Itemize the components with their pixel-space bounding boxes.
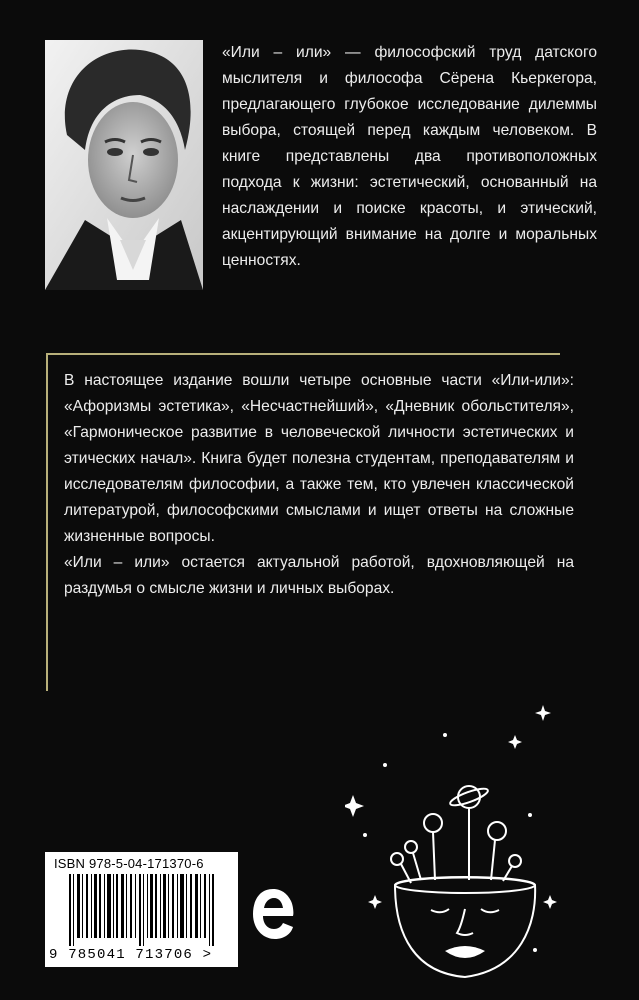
- author-portrait: [45, 40, 203, 290]
- barcode-digits: 9 785041 713706 >: [49, 947, 213, 963]
- barcode-icon: [69, 874, 219, 946]
- head-with-planets-illustration: [345, 695, 565, 985]
- main-paragraph-1: В настоящее издание вошли четыре основные части «Или-или»: «Афоризмы эстетика», «Несчастнейший», «Дневник обольстителя», «Гармоническое развитие в человеческой личности эстетических и этических начал». Книга будет полезна студентам, преподавателям и исследователям философии, а также тем, кто увлечен классической литературой, философскими смыслами и ищет ответы на сложные жизненные вопросы.: [64, 372, 574, 545]
- main-text-block: [64, 368, 574, 602]
- isbn-label: ISBN 978-5-04-171370-6: [54, 856, 204, 871]
- eksmo-logo-icon: [251, 885, 295, 943]
- isbn-barcode-box: [45, 852, 238, 967]
- main-paragraph-2: «Или – или» остается актуальной работой, вдохновляющей на раздумья о смысле жизни и личных выборах.: [64, 554, 574, 597]
- description-paragraph: «Или – или» — философский труд датского мыслителя и философа Сёрена Кьеркегора, предлагающего глубокое исследование дилеммы выбора, стоящей перед каждым человеком. В книге представлены два противоположных подхода к жизни: эстетический, основанный на наслаждении и поиске красоты, и этический, акцентирующий внимание на долге и моральных ценностях.: [222, 44, 597, 269]
